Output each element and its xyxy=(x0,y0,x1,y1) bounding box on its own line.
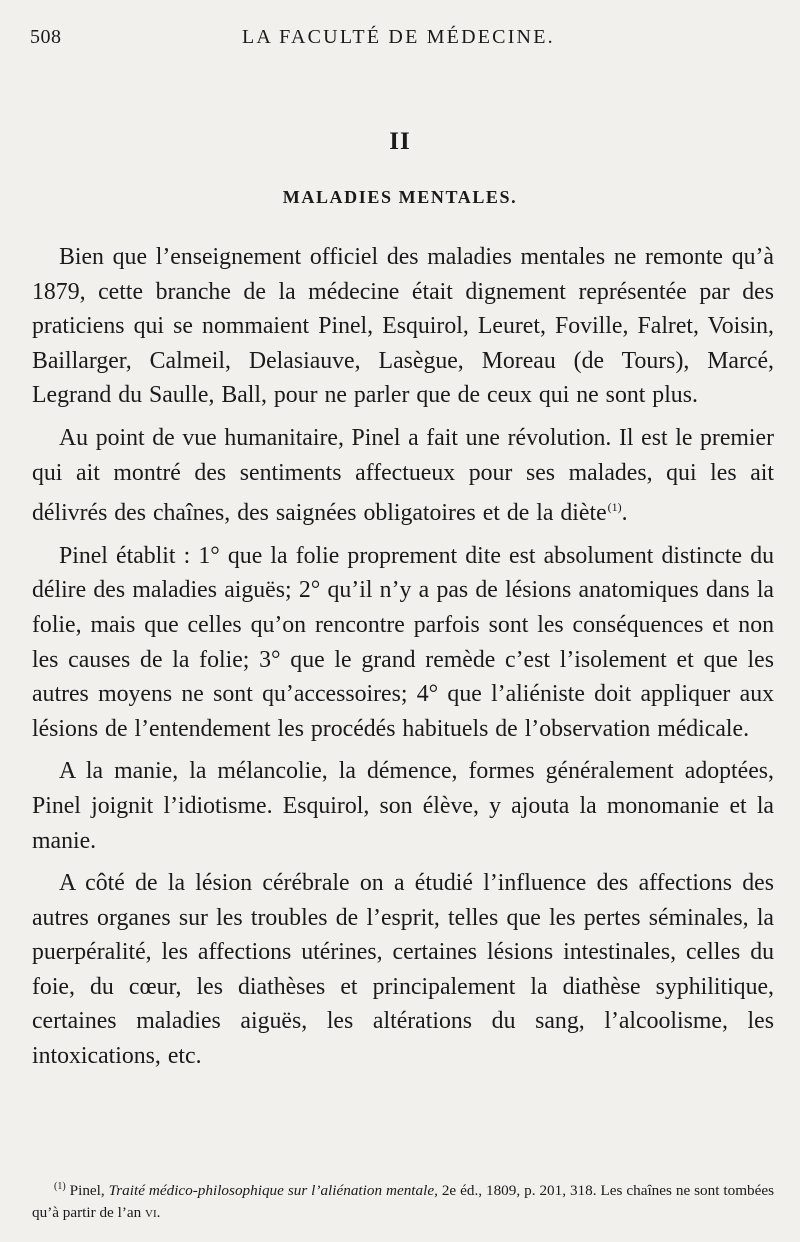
footnote xyxy=(32,1176,774,1224)
paragraph: A la manie, la mélancolie, la démence, formes généralement adoptées, Pinel joignit l’idiotisme. Esquirol, son élève, y ajouta la monomanie et la manie. xyxy=(32,758,774,854)
footnote-citation: 2e éd., 1809, p. 201, 318. Les chaînes ne sont tombées qu’à partir de l’an xyxy=(32,1182,775,1221)
paragraph-text: Au point de vue humanitaire, Pinel a fait une révolution. Il est le premier qui ait montré des sentiments affectueux pour ses malades, qui les ait délivrés des chaînes, des saignées obligatoires et de la diète xyxy=(32,424,774,527)
paragraph: A côté de la lésion cérébrale on a étudié l’influence des affections des autres organes sur les troubles de l’esprit, telles que les pertes séminales, la puerpéralité, les affections utérines, certaines lésions intestinales, celles du foie, du cœur, les diathèses et principalement la diathèse syphilitique, certaines maladies aiguës, les altérations du sang, l’alcoolisme, les intoxications, etc. xyxy=(32,870,774,1070)
footnote-marker: (1) xyxy=(54,1181,66,1192)
page-number: 508 xyxy=(30,26,62,48)
footnote-author: Pinel, xyxy=(69,1182,105,1199)
footnote-reference[interactable]: (1) xyxy=(607,500,622,515)
footnote-year: vi. xyxy=(145,1204,161,1221)
paragraph-with-footnote-ref xyxy=(32,421,774,531)
body-text xyxy=(32,240,774,1082)
footnote-text xyxy=(32,1176,774,1224)
running-title: LA FACULTÉ DE MÉDECINE. xyxy=(242,26,555,48)
paragraph-end-punctuation: . xyxy=(621,500,628,527)
paragraph: Bien que l’enseignement officiel des maladies mentales ne remonte qu’à 1879, cette branche de la médecine était dignement représentée par des praticiens qui se nommaient Pinel, Esquirol, Leuret, Foville, Falret, Voisin, Baillarger, Calmeil, Delasiauve, Lasègue, Moreau (de Tours), Marcé, Legrand du Saulle, Ball, pour ne parler que de ceux qui ne sont plus. xyxy=(32,244,774,409)
footnote-title: Traité médico-philosophique sur l’aliénation mentale, xyxy=(108,1182,438,1199)
section-numeral: II xyxy=(389,128,411,155)
paragraph: Pinel établit : 1° que la folie proprement dite est absolument distincte du délire des maladies aiguës; 2° qu’il n’y a pas de lésions anatomiques dans la folie, mais que celles qu’on rencontre parfois sont les conséquences et non les causes de la folie; 3° que le grand remède c’est l’isolement et que les autres moyens ne sont qu’accessoires; 4° que l’aliéniste doit appliquer aux lésions de l’entendement les procédés habituels de l’observation médicale. xyxy=(32,542,774,742)
section-title: MALADIES MENTALES. xyxy=(282,187,518,207)
running-head xyxy=(30,26,770,52)
